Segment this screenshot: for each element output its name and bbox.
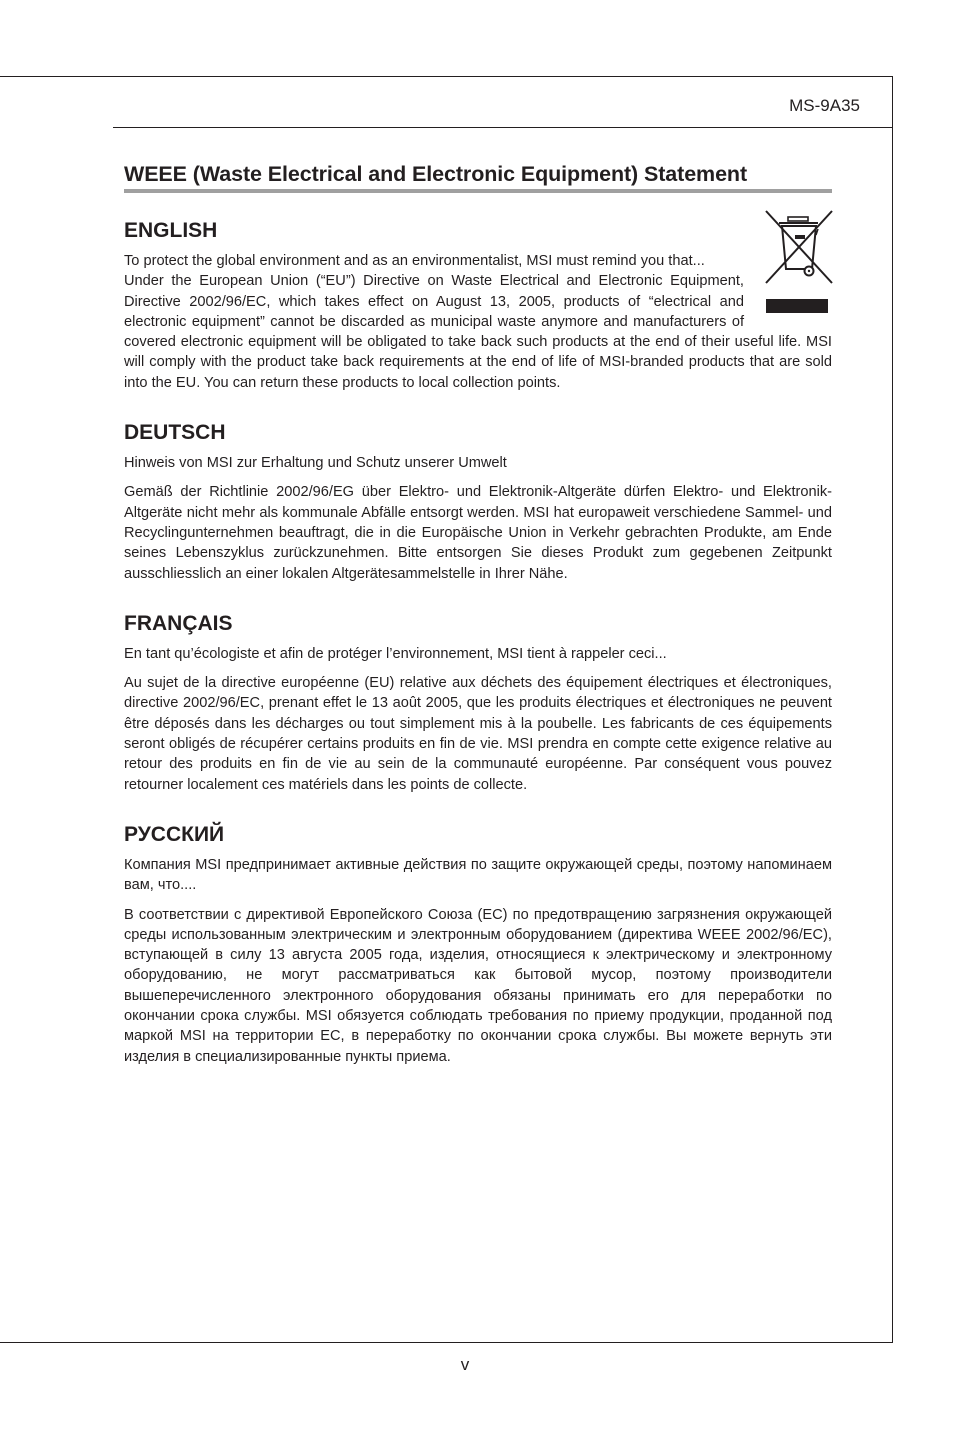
model-number: MS-9A35 [789, 96, 860, 115]
page-content [124, 162, 832, 1067]
section-heading: РУССКИЙ [124, 822, 225, 846]
intro-paragraph: Hinweis von MSI zur Erhaltung und Schutz unserer Umwelt [124, 455, 507, 472]
page-border-top [0, 76, 893, 77]
section-deutsch [124, 421, 832, 584]
section-heading: FRANÇAIS [124, 611, 233, 635]
footer-rule [0, 1342, 893, 1343]
header-rule [113, 127, 893, 128]
page-title: WEEE (Waste Electrical and Electronic Equipment) Statement [124, 162, 832, 193]
section-english [124, 219, 832, 393]
page-border-right [892, 76, 893, 1343]
page-number: v [460, 1355, 470, 1374]
section-russian [124, 823, 832, 1067]
body-paragraph: В соответствии с директивой Европейского Союза (ЕС) по предотвращению загрязнения окружающей среды использованным электрическим и электронным оборудованием (директива WEEE 2002/96/EC), вступающей в силу 13 августа 2005 года, изделия, относящиеся к электрическому и электронному оборудованию, не могут рассматриваться как бытовой мусор, поэтому производители вышеперечисленного электронного оборудования обязаны принимать его для переработки по окончании срока службы. MSI обязуется соблюдать требования по приему продукции, проданной под маркой MSI на территории ЕС, в переработку по окончании срока службы. Вы можете вернуть эти изделия в специализированные пункты приема. [124, 906, 832, 1065]
intro-paragraph: Компания MSI предпринимает активные действия по защите окружающей среды, поэтому напоминаем вам, что.... [124, 856, 832, 894]
section-francais [124, 612, 832, 795]
body-paragraph: Under the European Union (“EU”) Directive on Waste Electrical and Electronic Equipment, Directive 2002/96/EC, which takes effect on August 13, 2005, products of “electrical and electronic equipment” cannot be discarded as municipal waste anymore and manufacturers of covered electronic equipment will be obligated to take back such products at the end of their useful life. MSI will comply with the product take back requirements at the end of life of MSI-branded products that are sold into the EU. You can return these products to local collection points. [124, 273, 832, 391]
body-paragraph: Gemäß der Richtlinie 2002/96/EG über Elektro- und Elektronik-Altgeräte dürfen Elektro- und Elektronik-Altgeräte nicht mehr als kommunale Abfälle entsorgt werden. MSI hat europaweit verschiedene Sammel- und Recyclingunternehmen beauftragt, die in die Europäische Union in Verkehr gebrachten Produkte, am Ende seines Lebenszyklus zurückzunehmen. Bitte entsorgen Sie dieses Produkt zum gegebenen Zeitpunkt ausschliesslich an einer lokalen Altgerätesammelstelle in Ihrer Nähe. [124, 484, 832, 582]
body-paragraph: Au sujet de la directive européenne (EU) relative aux déchets des équipement électriques et électroniques, directive 2002/96/EC, prenant effet le 13 août 2005, que les produits électriques et électroniques ne peuvent être déposés dans les décharges ou tout simplement mis à la poubelle. Les fabricants de ces équipements seront obligés de récupérer certains produits en fin de vie. MSI prendra en compte cette exigence relative au retour des produits en fin de vie au sein de la communauté européenne. Par conséquent vous pouvez retourner localement ces matériels dans les points de collecte. [124, 675, 832, 793]
section-heading: DEUTSCH [124, 421, 226, 445]
section-heading: ENGLISH [124, 219, 218, 242]
intro-paragraph: To protect the global environment and as an environmentalist, MSI must remind you that... [124, 253, 705, 269]
intro-paragraph: En tant qu’écologiste et afin de protéger l’environnement, MSI tient à rappeler ceci... [124, 645, 667, 662]
crossed-out-wheelie-bin-icon [760, 209, 840, 315]
